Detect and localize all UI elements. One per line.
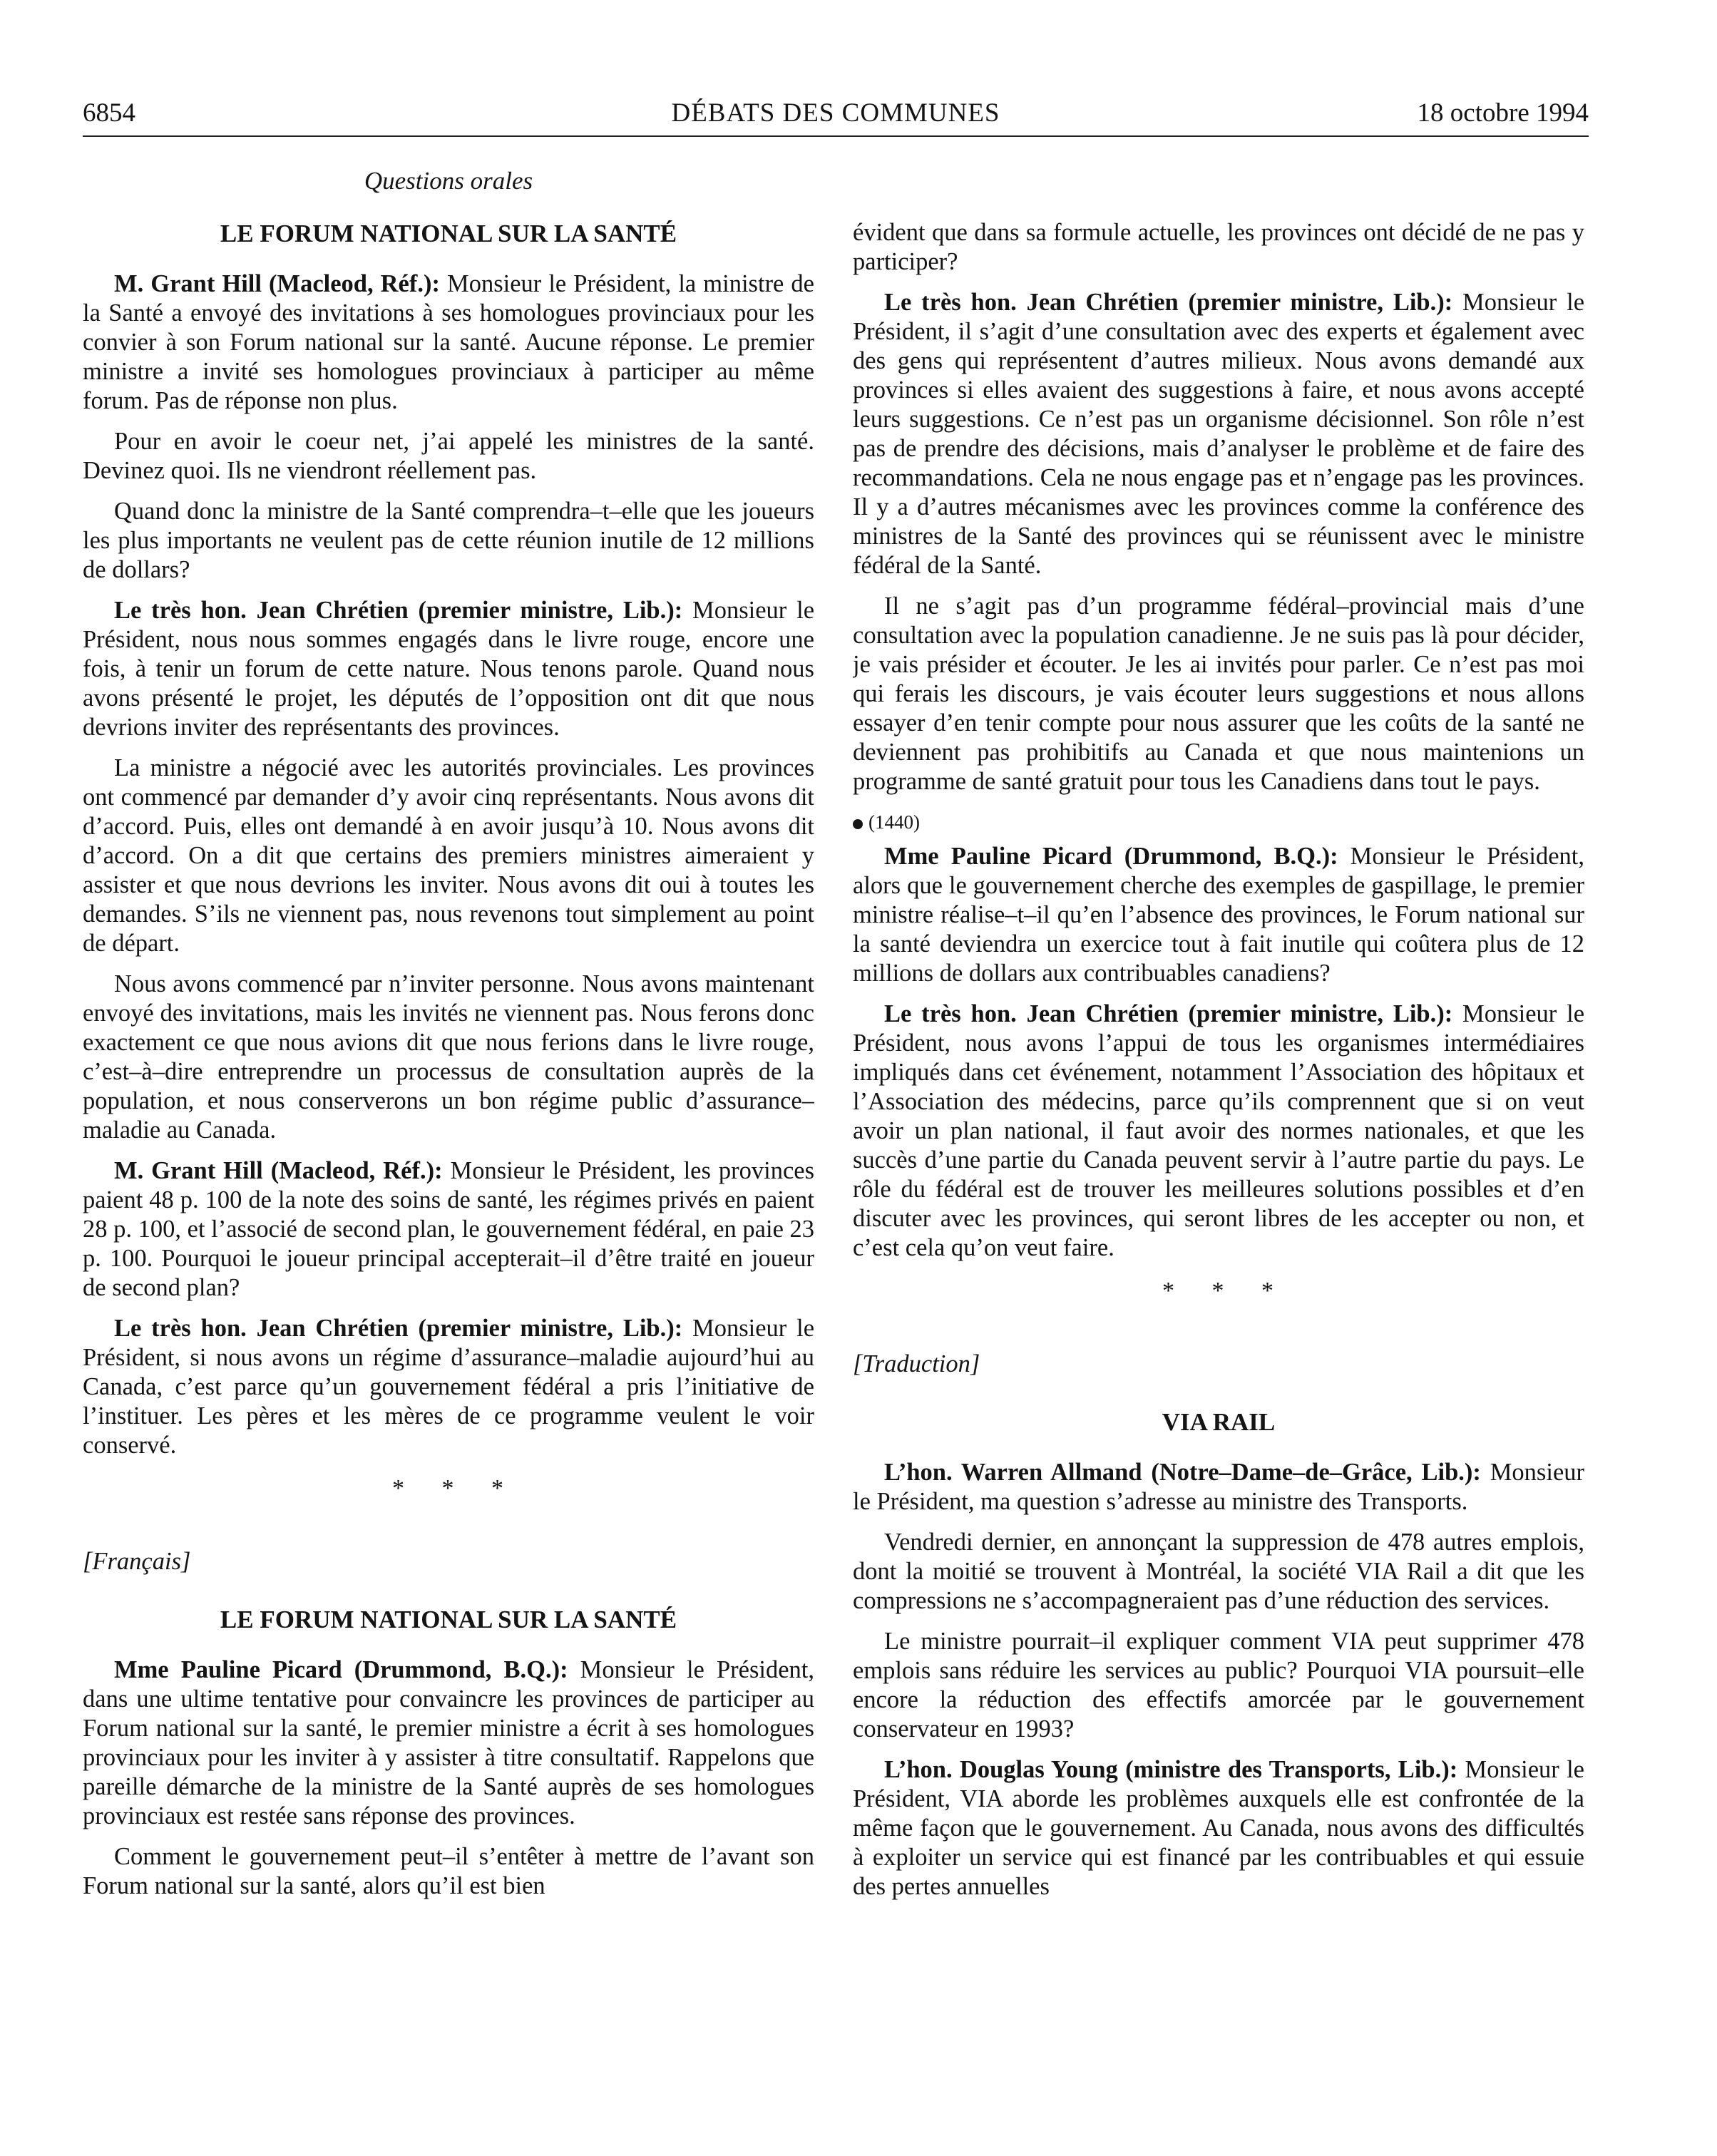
paragraph: Quand donc la ministre de la Santé comprendra–t–elle que les joueurs les plus importants ne veulent pas de cette réunion inutile de 12 millions de dollars?	[83, 498, 814, 583]
heading-forum-1: LE FORUM NATIONAL SUR LA SANTÉ	[220, 220, 677, 247]
left-column	[83, 165, 814, 2090]
paragraph	[853, 842, 1584, 988]
section-separator: * * *	[392, 1475, 519, 1502]
paragraph-text: Monsieur le Président, il s’agit d’une consultation avec des experts et également avec des gens qui représentent d’autres milieux. Nous avons demandé aux provinces si elles avaient des suggestions à faire, et nous avons accepté leurs suggestions. Ce n’est pas un organisme décisionnel. Son rôle n’est pas de prendre des décisions, mais d’analyser le problème et de faire des recommandations. Cela ne nous engage pas et n’engage pas les provinces. Il y a d’autres mécanismes avec les provinces comme la conférence des ministres de la Santé des provinces qui se réunissent avec le ministre fédéral de la Santé.	[853, 289, 1584, 579]
paragraph	[853, 1000, 1584, 1263]
paragraph: La ministre a négocié avec les autorités provinciales. Les provinces ont commencé par demander d’y avoir cinq représentants. Nous avons dit d’accord. Puis, elles ont demandé à en avoir jusqu’à 10. Nous avons dit d’accord. On a dit que certains des premiers ministres aimeraient y assister et que nous devrions les inviter. Nous avons dit oui à toutes les demandes. S’ils ne viennent pas, nous revenons tout simplement au point de départ.	[83, 754, 814, 957]
paragraph	[83, 270, 814, 416]
speaker-name: L’hon. Warren Allmand (Notre–Dame–de–Grâce, Lib.):	[884, 1459, 1481, 1486]
speaker-name: M. Grant Hill (Macleod, Réf.):	[114, 270, 440, 297]
speaker-name: M. Grant Hill (Macleod, Réf.):	[114, 1157, 443, 1184]
paragraph-text: Monsieur le Président, si nous avons un régime d’assurance–maladie aujourd’hui au Canada, c’est parce qu’un gouvernement fédéral a pris l’initiative de l’instituer. Les pères et les mères de ce programme veulent le voir conservé.	[83, 1315, 814, 1459]
section-label: Questions orales	[364, 167, 533, 195]
paragraph: Comment le gouvernement peut–il s’entêter à mettre de l’avant son Forum national sur la santé, alors qu’il est bien	[83, 1843, 814, 1899]
page-date: 18 octobre 1994	[1417, 98, 1589, 128]
speaker-name: Mme Pauline Picard (Drummond, B.Q.):	[884, 843, 1338, 870]
paragraph	[853, 288, 1584, 580]
page-header	[83, 96, 1589, 137]
paragraph-text: Monsieur le Président, VIA aborde les problèmes auxquels elle est confrontée de la même façon que le gouvernement. Au Canada, nous avons des difficultés à exploiter un service qui est financé par les contribuables et qui essuie des pertes annuelles	[853, 1756, 1584, 1900]
time-marker	[853, 808, 1584, 836]
paragraph-text: Monsieur le Président, la ministre de la Santé a envoyé des invitations à ses homologues provinciaux pour les convier à son Forum national sur la santé. Aucune réponse. Le premier ministre a invité ses homologues provinciaux à participer au même forum. Pas de réponse non plus.	[83, 270, 814, 414]
paragraph-text: Monsieur le Président, nous avons l’appui de tous les organismes intermédiaires impliqués dans cet événement, notamment l’Association des hôpitaux et l’Association des médecins, parce qu’ils comprennent que si on veut avoir un plan national, il faut avoir des normes nationales, et que les succès d’une partie du Canada peuvent servir à l’autre partie du pays. Le rôle du fédéral est de trouver les meilleures solutions possibles et d’en discuter avec les provinces, qui seront libres de les accepter ou non, et c’est cela qu’on veut faire.	[853, 1000, 1584, 1261]
speaker-name: Le très hon. Jean Chrétien (premier ministre, Lib.):	[114, 1315, 683, 1342]
time-marker-text: (1440)	[868, 811, 920, 833]
right-column	[853, 218, 1584, 2143]
paragraph	[83, 1156, 814, 1303]
paragraph-text: Monsieur le Président, alors que le gouvernement cherche des exemples de gaspillage, le premier ministre réalise–t–il qu’en l’absence des provinces, le Forum national sur la santé deviendra un exercice tout à fait inutile qui coûtera plus de 12 millions de dollars aux contribuables canadiens?	[853, 843, 1584, 987]
paragraph: Vendredi dernier, en annonçant la suppression de 478 autres emplois, dont la moitié se trouvent à Montréal, la société VIA Rail a dit que les compressions ne s’accompagneraient pas d’une réduction des services.	[853, 1529, 1584, 1614]
paragraph	[83, 1655, 814, 1831]
paragraph-text: Monsieur le Président, les provinces paient 48 p. 100 de la note des soins de santé, les régimes privés en paient 28 p. 100, et l’associé de second plan, le gouvernement fédéral, en paie 23 p. 100. Pourquoi le joueur principal accepterait–il d’être traité en joueur de second plan?	[83, 1157, 814, 1301]
speaker-name: Le très hon. Jean Chrétien (premier ministre, Lib.):	[114, 597, 683, 624]
paragraph	[853, 1458, 1584, 1516]
paragraph: évident que dans sa formule actuelle, les provinces ont décidé de ne pas y participer?	[853, 219, 1584, 275]
paragraph-text: Monsieur le Président, nous nous sommes engagés dans le livre rouge, encore une fois, à tenir un forum de cette nature. Nous tenons parole. Quand nous avons présenté le projet, les députés de l’opposition ont dit que nous devrions inviter des représentants des provinces.	[83, 597, 814, 741]
paragraph-text: Monsieur le Président, ma question s’adresse au ministre des Transports.	[853, 1459, 1584, 1515]
bullet-icon	[853, 819, 863, 829]
heading-forum-2: LE FORUM NATIONAL SUR LA SANTÉ	[220, 1606, 677, 1633]
publication-title: DÉBATS DES COMMUNES	[671, 98, 1000, 128]
speaker-name: Le très hon. Jean Chrétien (premier ministre, Lib.):	[884, 289, 1453, 316]
paragraph: Le ministre pourrait–il expliquer comment VIA peut supprimer 478 emplois sans réduire les services au public? Pourquoi VIA poursuit–elle encore la réduction des effectifs amorcée par le gouvernement conservateur en 1993?	[853, 1628, 1584, 1742]
paragraph	[83, 1314, 814, 1460]
speaker-name: Mme Pauline Picard (Drummond, B.Q.):	[114, 1656, 568, 1683]
speaker-name: L’hon. Douglas Young (ministre des Transports, Lib.):	[884, 1756, 1458, 1783]
paragraph: Il ne s’agit pas d’un programme fédéral–provincial mais d’une consultation avec la population canadienne. Je ne suis pas là pour décider, je vais présider et écouter. Je les ai invités pour parler. Ce n’est pas moi qui ferais les discours, je vais écouter leurs suggestions et nous allons essayer d’en tenir compte pour nous assurer que les coûts de la santé ne deviennent pas prohibitifs au Canada et que nous maintenions un programme de santé gratuit pour tous les Canadiens dans tout le pays.	[853, 592, 1584, 795]
language-marker: [Français]	[83, 1548, 191, 1575]
speaker-name: Le très hon. Jean Chrétien (premier ministre, Lib.):	[884, 1000, 1453, 1027]
page-number: 6854	[83, 98, 135, 128]
paragraph	[853, 1755, 1584, 1901]
paragraph: Pour en avoir le coeur net, j’ai appelé les ministres de la santé. Devinez quoi. Ils ne viendront réellement pas.	[83, 428, 814, 484]
heading-via-rail: VIA RAIL	[1162, 1408, 1276, 1436]
paragraph	[83, 596, 814, 742]
section-separator: * * *	[1162, 1278, 1289, 1304]
paragraph-text: Monsieur le Président, dans une ultime tentative pour convaincre les provinces de participer au Forum national sur la santé, le premier ministre a écrit à ses homologues provinciaux pour les inviter à y assister à titre consultatif. Rappelons que pareille démarche de la ministre de la Santé auprès de ses homologues provinciaux est restée sans réponse des provinces.	[83, 1656, 814, 1829]
paragraph: Nous avons commencé par n’inviter personne. Nous avons maintenant envoyé des invitations, mais les invités ne viennent pas. Nous ferons donc exactement ce que nous avions dit que nous ferions dans le livre rouge, c’est–à–dire entreprendre un processus de consultation auprès de la population, et nous conserverons un bon régime public d’assurance–maladie au Canada.	[83, 970, 814, 1144]
language-marker: [Traduction]	[853, 1350, 980, 1377]
